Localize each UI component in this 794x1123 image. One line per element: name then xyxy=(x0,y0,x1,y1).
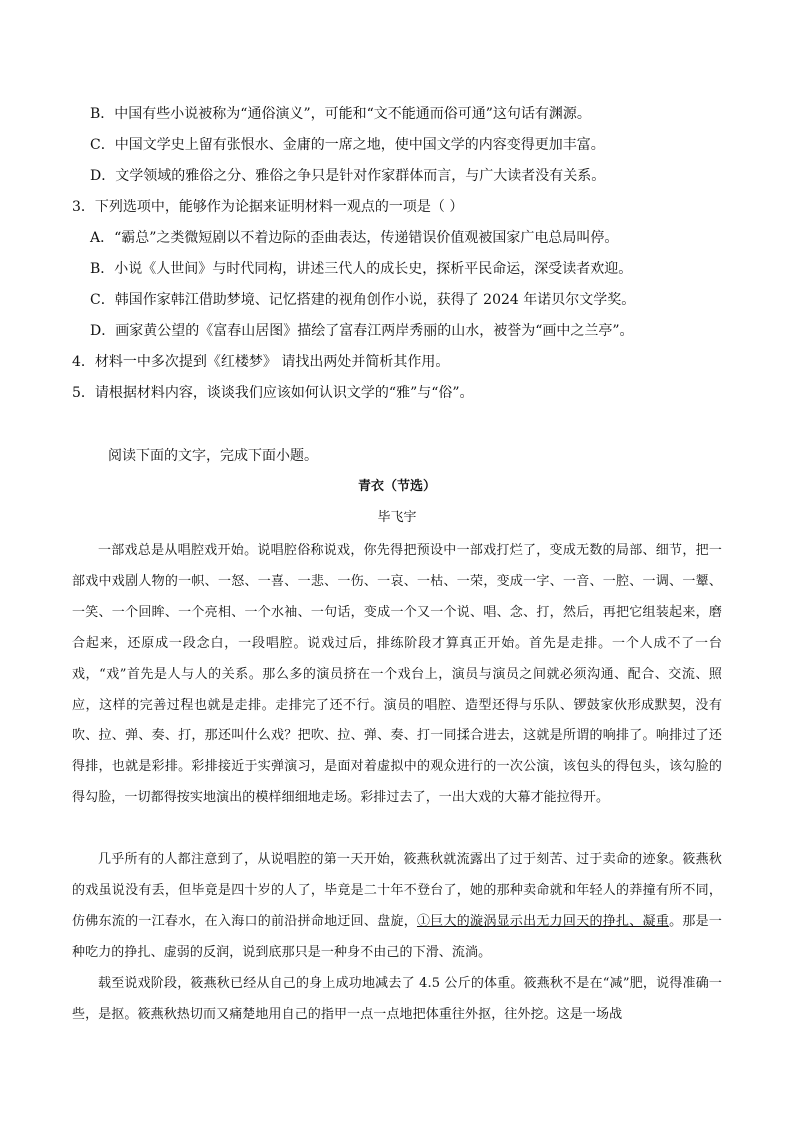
paragraph-2-text-a: 几乎所有的人都注意到了，从说唱腔的第一天开始，筱燕秋就流露出了过于刻苦、过于卖命的迹象。筱燕秋的戏虽说没有丢，但毕竟是四十岁的人了，毕竟是二十年不登台了，她的那种卖命就和年轻人的莽撞有所不同，仿佛东流的一江春水，在入海口的前沿拼命地迂回、盘旋， xyxy=(72,852,722,929)
option-c-prev: C．中国文学史上留有张恨水、金庸的一席之地，使中国文学的内容变得更加丰富。 xyxy=(90,137,605,153)
article-author: 毕飞宇 xyxy=(377,510,417,525)
reading-intro: 阅读下面的文字，完成下面小题。 xyxy=(108,448,318,464)
question-3-stem: 3．下列选项中，能够作为论据来证明材料一观点的一项是（ ） xyxy=(72,199,464,215)
question-3-option-c: C．韩国作家韩江借助梦境、记忆搭建的视角创作小说，获得了 2024 年诺贝尔文学奖。 xyxy=(90,292,636,308)
question-5: 5．请根据材料内容，谈谈我们应该如何认识文学的“雅”与“俗”。 xyxy=(72,385,474,401)
question-3-option-a: A．“霸总”之类微短剧以不着边际的歪曲表达，传递错误价值观被国家广电总局叫停。 xyxy=(90,230,619,246)
question-3-option-b: B．小说《人世间》与时代同构，讲述三代人的成长史，探析平民命运，深受读者欢迎。 xyxy=(90,261,633,277)
article-paragraph-3: 载至说戏阶段，筱燕秋已经从自己的身上成功地减去了 4.5 公斤的体重。筱燕秋不是在“减”肥，说得准确一些，是抠。筱燕秋热切而又痛楚地用自己的指甲一点一点地把体重往外抠，往外挖。这是一场战 xyxy=(72,976,722,1022)
question-3-option-d: D．画家黄公望的《富春山居图》描绘了富春江两岸秀丽的山水，被誉为“画中之兰亭”。 xyxy=(90,323,634,339)
option-b-prev: B．中国有些小说被称为“通俗演义”，可能和“文不能通而俗可通”这句话有渊源。 xyxy=(90,106,591,122)
article-paragraph-2 xyxy=(72,845,722,969)
underlined-sentence-1: ①巨大的漩涡显示出无力回天的挣扎、凝重 xyxy=(416,913,670,929)
option-d-prev: D．文学领域的雅俗之分、雅俗之争只是针对作家群体而言，与广大读者没有关系。 xyxy=(90,168,606,184)
article-paragraph-1: 一部戏总是从唱腔戏开始。说唱腔俗称说戏，你先得把预设中一部戏打烂了，变成无数的局部、细节，把一部戏中戏剧人物的一帜、一怒、一喜、一悲、一伤、一哀、一枯、一荣，变成一字、一音、一腔、一调、一颦、一笑、一个回眸、一个亮相、一个水袖、一句话，变成一个又一个说、唱、念、打，然后，再把它组装起来，磨合起来，还原成一段念白，一段唱腔。说戏过后，排练阶段才算真正开始。首先是走排。一个人成不了一台戏，“戏”首先是人与人的关系。那么多的演员挤在一个戏台上，演员与演员之间就必须沟通、配合、交流、照应，这样的完善过程也就是走排。走排完了还不行。演员的唱腔、造型还得与乐队、锣鼓家伙形成默契，没有吹、拉、弹、奏、打，那还叫什么戏？把吹、拉、弹、奏、打一同揉合进去，这就是所谓的响排了。响排过了还得排，也就是彩排。彩排接近于实弹演习，是面对着虚拟中的观众进行的一次公演，该包头的得包头，该勾脸的得勾脸，一切都得按实地演出的模样细细地走场。彩排过去了，一出大戏的大幕才能拉得开。 xyxy=(72,543,722,806)
article-title: 青衣（节选） xyxy=(357,479,436,494)
paragraph-2-text-b: 。那是一种吃力的挣扎、虚弱的反润，说到底那只是一种身不由己的下滑、流淌。 xyxy=(72,913,722,960)
question-4: 4．材料一中多次提到《红楼梦》 请找出两处并简析其作用。 xyxy=(72,354,450,370)
